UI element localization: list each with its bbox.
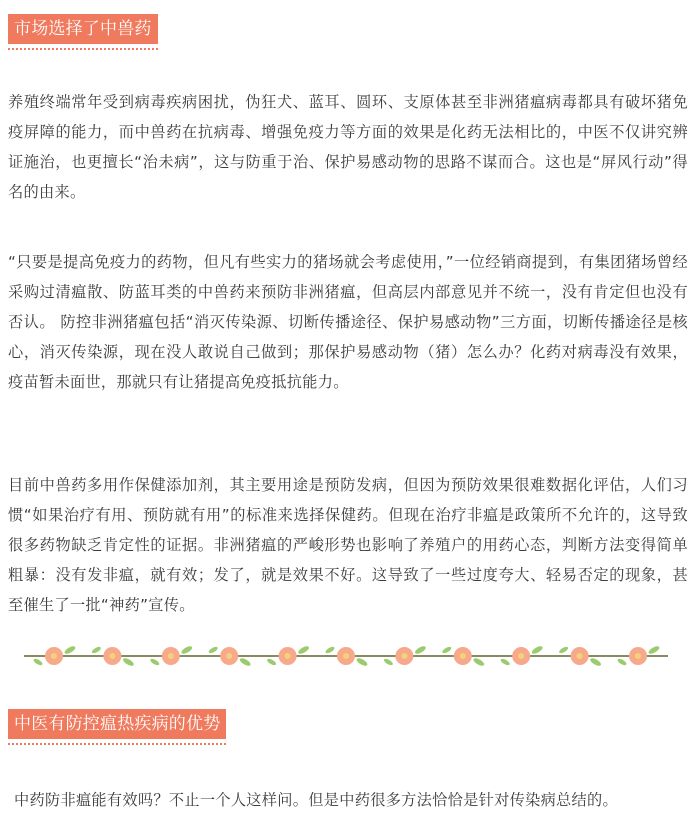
leaf-icon — [180, 645, 193, 656]
heading-underline — [8, 743, 226, 745]
leaf-icon — [648, 645, 661, 656]
section-heading-label: 中医有防控瘟热疾病的优势 — [8, 709, 226, 739]
flower-center-icon — [460, 653, 466, 659]
leaf-icon — [472, 657, 485, 668]
flower-center-icon — [285, 653, 291, 659]
flower-center-icon — [401, 653, 407, 659]
leaf-icon — [91, 646, 102, 655]
section-heading-label: 市场选择了中兽药 — [8, 14, 158, 44]
section-heading-2 — [8, 709, 226, 745]
leaf-icon — [558, 646, 569, 655]
leaf-icon — [617, 658, 628, 667]
floral-divider — [24, 640, 668, 672]
paragraph: 中药防非瘟能有效吗？不止一个人这样问。但是中药很多方法恰恰是针对传染病总结的。 — [14, 791, 619, 809]
leaf-icon — [383, 658, 394, 667]
flower-center-icon — [168, 653, 174, 659]
leaf-icon — [325, 646, 336, 655]
flower-center-icon — [518, 653, 524, 659]
leaf-icon — [356, 657, 369, 668]
paragraph: 养殖终端常年受到病毒疾病困扰，伪狂犬、蓝耳、圆环、支原体甚至非洲猪瘟病毒都具有破坏猪免疫屏障的能力，而中兽药在抗病毒、增强免疫力等方面的效果是化药无法相比的，中医不仅讲究辨证施治，也更擅长“治未病”，这与防重于治、保护易感动物的思路不谋而合。这也是“屏风行动”得名的由来。 — [8, 93, 688, 201]
flower-center-icon — [343, 653, 349, 659]
leaf-icon — [589, 657, 602, 668]
leaf-icon — [122, 657, 135, 668]
flower-center-icon — [226, 653, 232, 659]
flower-center-icon — [109, 653, 115, 659]
leaf-icon — [441, 646, 452, 655]
leaf-icon — [266, 658, 277, 667]
leaf-icon — [531, 645, 544, 656]
section-heading-1 — [8, 14, 158, 50]
leaf-icon — [297, 645, 310, 656]
paragraph: “只要是提高免疫力的药物，但凡有些实力的猪场就会考虑使用，”一位经销商提到，有集团猪场曾经采购过清瘟散、防蓝耳类的中兽药来预防非洲猪瘟，但高层内部意见并不统一，没有肯定但也没有否认。 防控非洲猪瘟包括“消灭传染源、切断传播途径、保护易感动物”三方面，切断传播途径是核心，消灭传染源，现在没人敢说自己做到；那保护易感动物（猪）怎么办？化药对病毒没有效果，疫苗暂未面世，那就只有让猪提高免疫抵抗能力。 — [8, 253, 688, 391]
leaf-icon — [64, 645, 77, 656]
leaf-icon — [239, 657, 252, 668]
leaf-icon — [500, 658, 511, 667]
flower-center-icon — [51, 653, 57, 659]
paragraph: 目前中兽药多用作保健添加剂，其主要用途是预防发病，但因为预防效果很难数据化评估，人们习惯“如果治疗有用、预防就有用”的标准来选择保健药。但现在治疗非瘟是政策所不允许的，这导致很多药物缺乏肯定性的证据。非洲猪瘟的严峻形势也影响了养殖户的用药心态，判断方法变得简单粗暴：没有发非瘟，就有效；发了，就是效果不好。这导致了一些过度夸大、轻易否定的现象，甚至催生了一批“神药”宣传。 — [8, 476, 688, 614]
flower-center-icon — [577, 653, 583, 659]
leaf-icon — [208, 646, 219, 655]
leaf-icon — [414, 645, 427, 656]
leaf-icon — [33, 658, 44, 667]
flower-center-icon — [635, 653, 641, 659]
leaf-icon — [149, 658, 160, 667]
heading-underline — [8, 48, 158, 50]
